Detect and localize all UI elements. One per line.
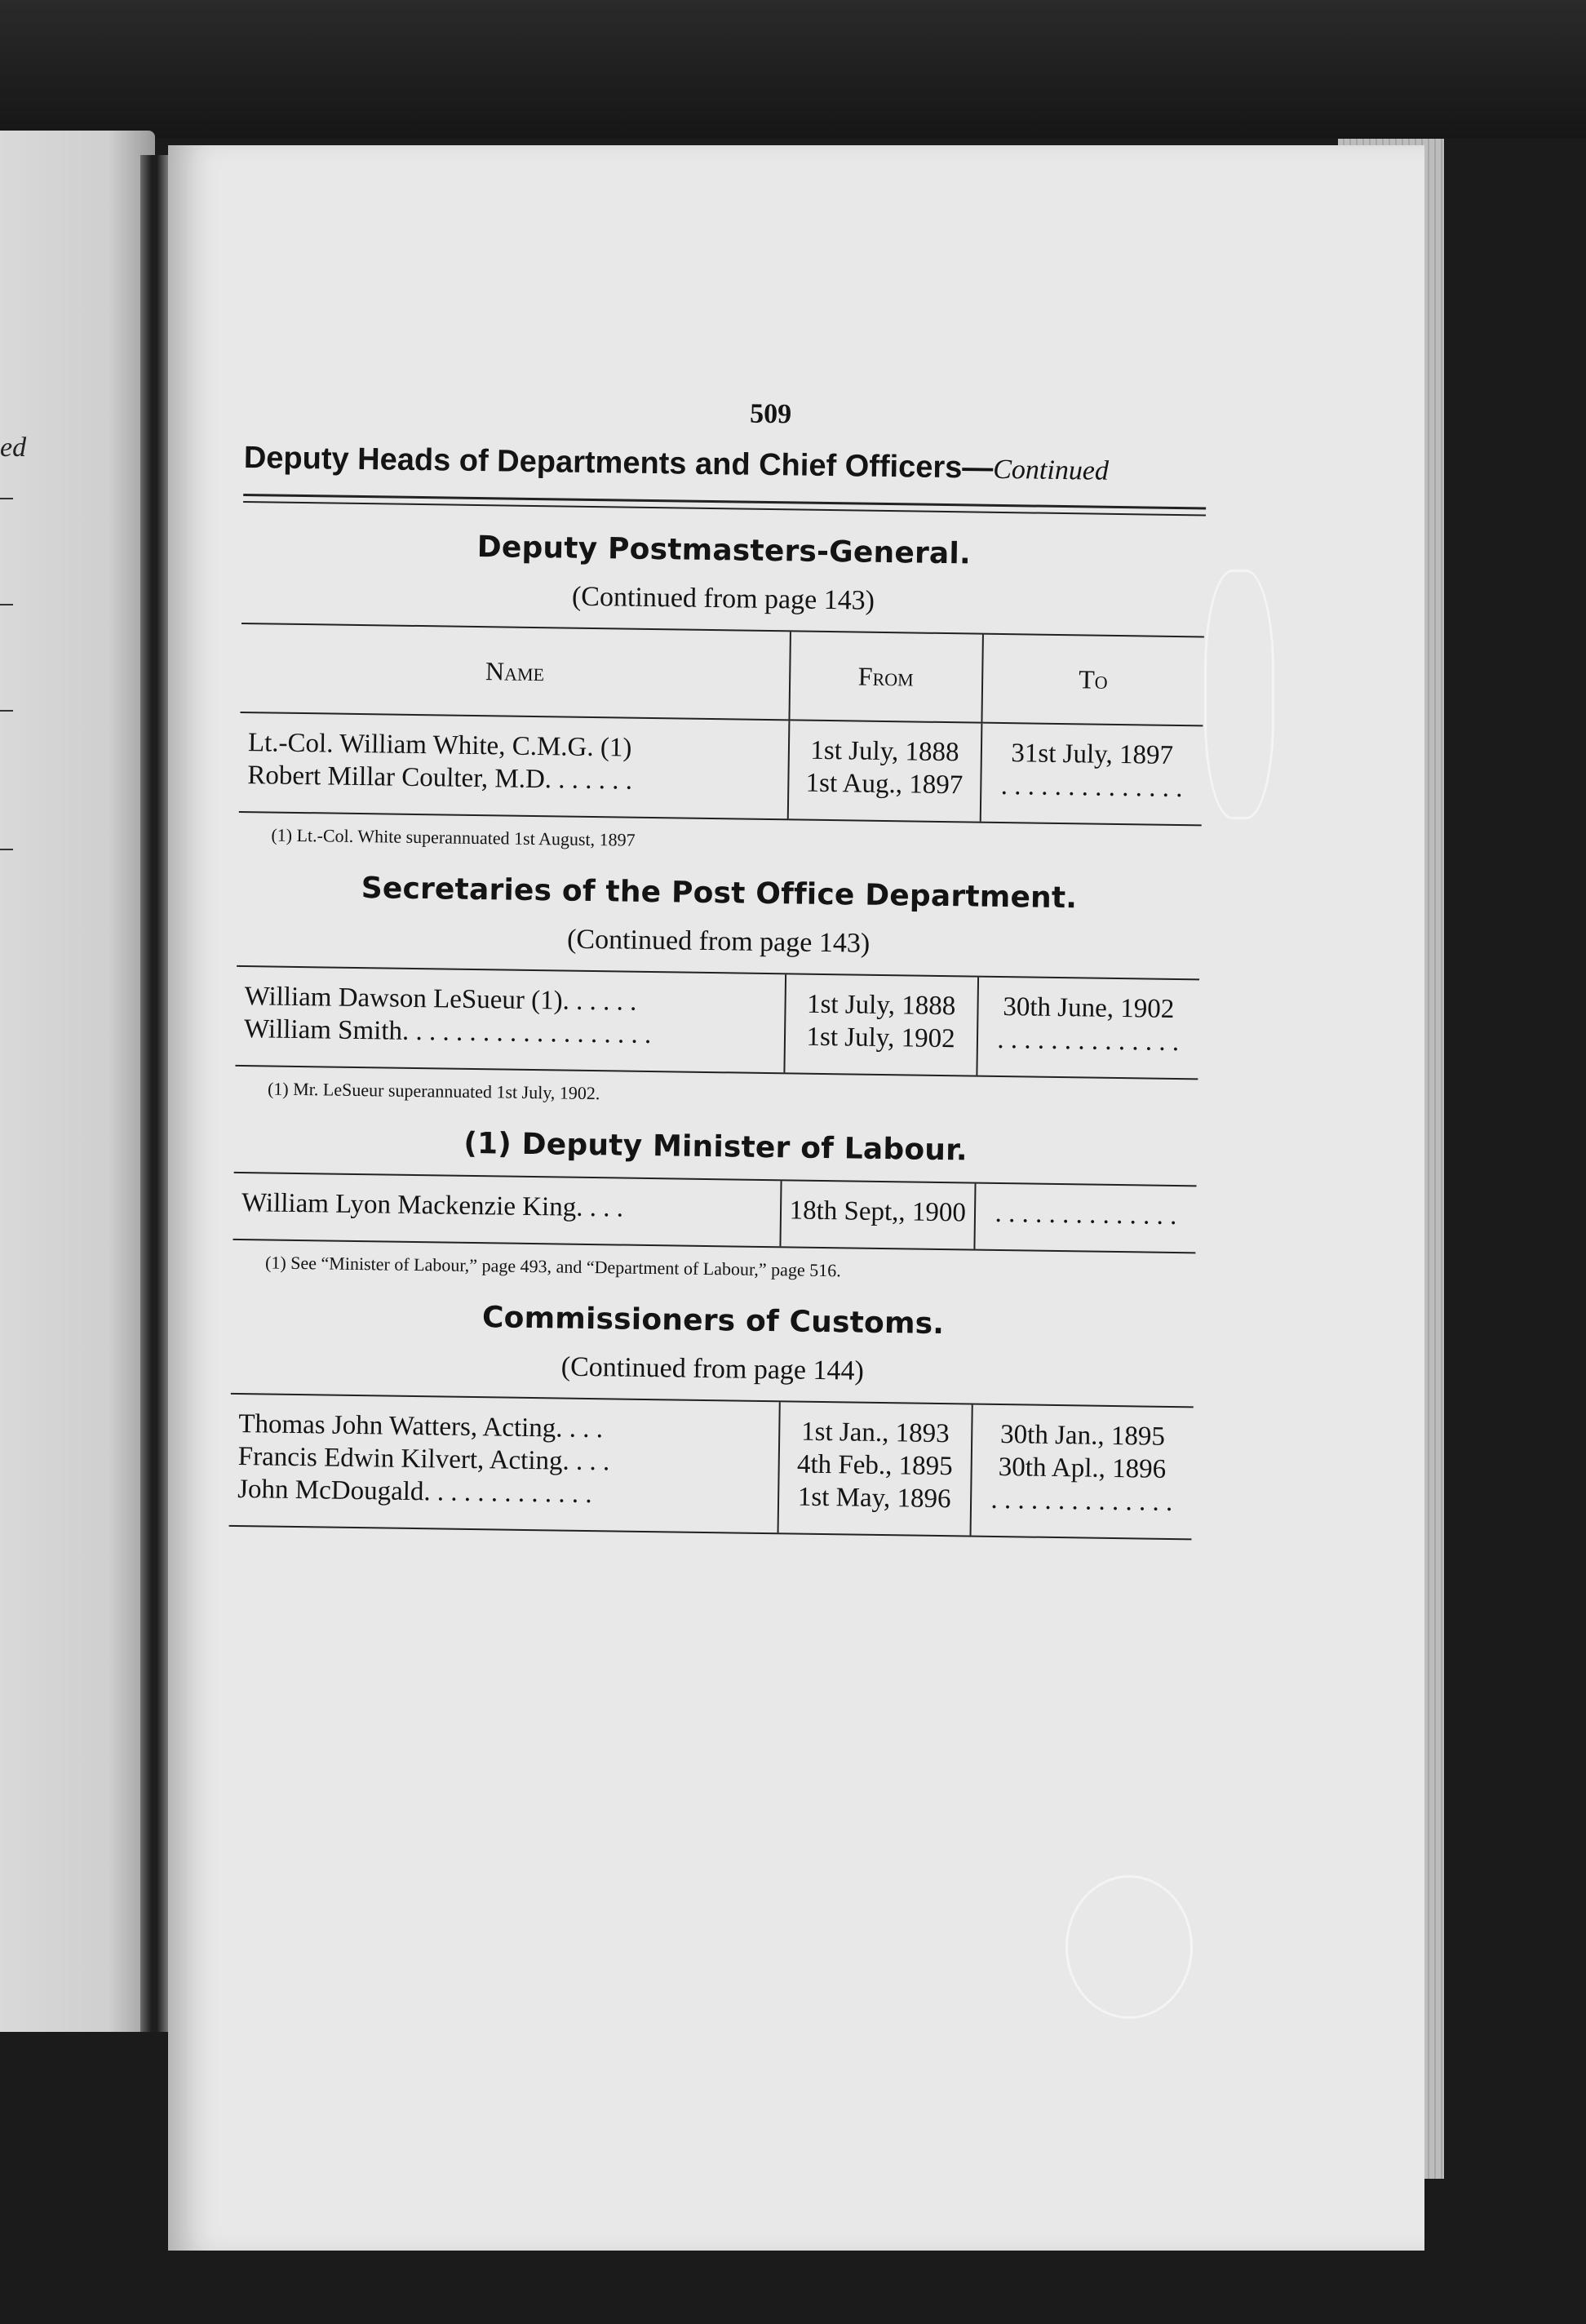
from-cell bbox=[784, 974, 978, 1075]
officer-name: Robert Millar Coulter, M.D. . . . . . . bbox=[247, 761, 633, 796]
section-deputy-minister-labour bbox=[233, 1124, 1197, 1286]
section-title: Secretaries of the Post Office Department. bbox=[361, 872, 1078, 916]
page-title-text: Deputy Heads of Departments and Chief Officers— bbox=[243, 440, 994, 486]
from-cell bbox=[780, 1181, 975, 1248]
officers-table bbox=[239, 624, 1204, 824]
scan-background bbox=[0, 0, 1586, 139]
to-date: . . . . . . . . . . . . . . bbox=[995, 1198, 1177, 1231]
officer-name: Francis Edwin Kilvert, Acting. . . . bbox=[237, 1442, 610, 1477]
officer-name: John McDougald. . . . . . . . . . . . . bbox=[237, 1475, 592, 1510]
section-title: Deputy Postmasters-General. bbox=[476, 530, 972, 571]
column-header-from: From bbox=[789, 632, 982, 722]
officer-name: William Smith. . . . . . . . . . . . . . . . . . . bbox=[243, 1014, 652, 1050]
name-cell bbox=[235, 967, 785, 1072]
page-number: 509 bbox=[749, 398, 792, 430]
ink-stain bbox=[1204, 570, 1274, 819]
section-commissioners-customs bbox=[229, 1297, 1195, 1540]
officer-name: William Dawson LeSueur (1). . . . . . bbox=[244, 982, 637, 1017]
section-subtitle: (Continued from page 144) bbox=[560, 1351, 865, 1386]
name-cell bbox=[239, 712, 789, 818]
section-secretaries-post-office bbox=[235, 870, 1201, 1112]
page-title-continued: Continued bbox=[993, 454, 1110, 486]
name-cell bbox=[229, 1395, 780, 1532]
left-page-fragment: ed bbox=[0, 432, 27, 463]
ink-stain bbox=[1065, 1875, 1193, 2019]
section-title: Commissioners of Customs. bbox=[481, 1301, 945, 1342]
title-double-rule bbox=[243, 494, 1206, 516]
officer-name: Thomas John Watters, Acting. . . . bbox=[238, 1409, 604, 1444]
table-row bbox=[235, 967, 1199, 1078]
officer-name: Lt.-Col. William White, C.M.G. (1) bbox=[247, 728, 632, 763]
to-cell bbox=[974, 1184, 1196, 1253]
to-date: . . . . . . . . . . . . . . bbox=[990, 1484, 1173, 1518]
from-date: 1st July, 1902 bbox=[806, 1022, 955, 1054]
from-date: 1st May, 1896 bbox=[797, 1482, 951, 1515]
book-gutter bbox=[140, 155, 168, 2032]
left-page-rule bbox=[0, 498, 13, 499]
to-cell bbox=[970, 1405, 1194, 1539]
officer-name: William Lyon Mackenzie King. . . . bbox=[241, 1188, 624, 1223]
from-cell bbox=[777, 1402, 972, 1535]
footnote: (1) Lt.-Col. White superannuated 1st August, 1897 bbox=[271, 824, 636, 850]
left-page-rule bbox=[0, 849, 13, 850]
from-date: 1st Jan., 1893 bbox=[800, 1417, 950, 1449]
from-date: 4th Feb., 1895 bbox=[796, 1449, 953, 1482]
page-title bbox=[244, 441, 1207, 489]
section-subtitle: (Continued from page 143) bbox=[566, 924, 871, 959]
officers-table bbox=[229, 1395, 1194, 1538]
table-header-row bbox=[241, 624, 1204, 725]
to-cell bbox=[980, 723, 1203, 825]
column-header-name: Name bbox=[241, 624, 791, 720]
left-page-edge bbox=[0, 131, 155, 2032]
officers-table bbox=[235, 967, 1199, 1078]
section-title: (1) Deputy Minister of Labour. bbox=[463, 1126, 968, 1168]
to-date: 30th Jan., 1895 bbox=[999, 1420, 1166, 1452]
to-date: 31st July, 1897 bbox=[1011, 738, 1174, 770]
to-date: 30th June, 1902 bbox=[1003, 992, 1175, 1024]
left-page-rule bbox=[0, 710, 13, 712]
left-page-rule bbox=[0, 604, 13, 605]
to-date: . . . . . . . . . . . . . . bbox=[1000, 770, 1183, 804]
from-date: 1st Aug., 1897 bbox=[805, 768, 964, 801]
page-content bbox=[229, 392, 1207, 1540]
from-cell bbox=[787, 720, 981, 821]
column-header-to: To bbox=[1079, 664, 1108, 694]
to-cell bbox=[977, 978, 1199, 1079]
section-subtitle: (Continued from page 143) bbox=[571, 581, 875, 616]
footnote: (1) See “Minister of Labour,” page 493, and “Department of Labour,” page 516. bbox=[264, 1252, 841, 1281]
to-date: 30th Apl., 1896 bbox=[998, 1452, 1167, 1484]
table-row bbox=[229, 1395, 1194, 1538]
from-date: 1st July, 1888 bbox=[806, 989, 956, 1022]
from-date: 1st July, 1888 bbox=[810, 735, 959, 768]
name-cell bbox=[233, 1173, 782, 1246]
section-deputy-postmasters-general bbox=[238, 527, 1205, 858]
table-row bbox=[239, 712, 1203, 824]
footnote: (1) Mr. LeSueur superannuated 1st July, 1902. bbox=[267, 1078, 600, 1104]
to-date: . . . . . . . . . . . . . . bbox=[997, 1024, 1180, 1058]
from-date: 18th Sept,, 1900 bbox=[789, 1195, 967, 1228]
